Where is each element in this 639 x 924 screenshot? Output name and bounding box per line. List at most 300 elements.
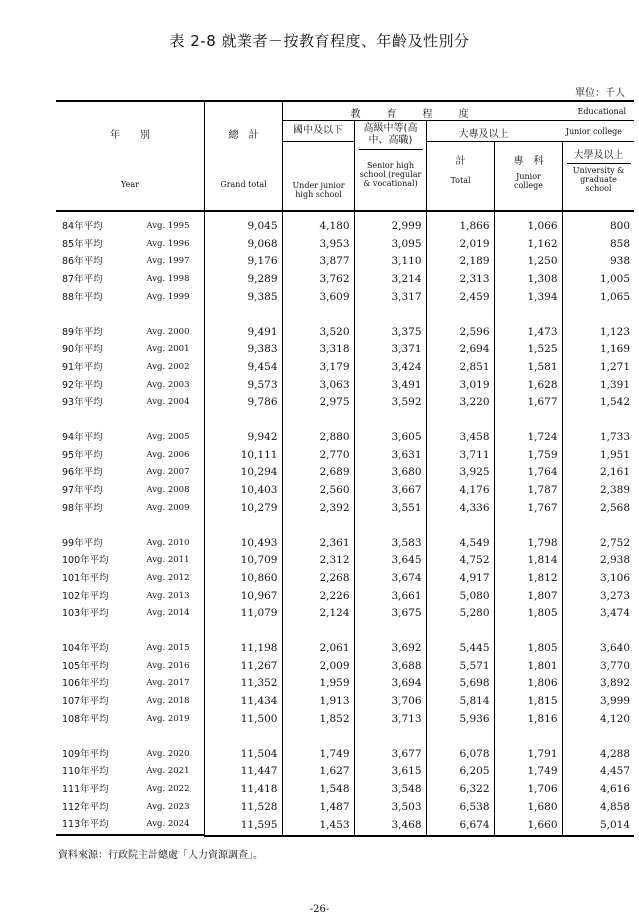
year-label-en: Avg. 1998 [146,274,190,285]
year-label-zh: 101年平均 [62,572,109,584]
year-label-zh: 89年平均 [62,326,103,338]
year-label-en: Avg. 2022 [146,783,190,794]
year-label-zh: 110年平均 [62,766,109,778]
table-row [56,429,634,447]
year-label [56,289,204,307]
cell-ctotal: 3,458 [426,429,494,447]
cell-junior: 1,487 [282,799,354,817]
year-label-en: Avg. 1997 [146,256,190,267]
year-label [56,377,204,395]
cell-univ: 2,568 [562,500,634,518]
year-label [56,464,204,482]
cell-total: 9,289 [204,271,282,289]
table-row [56,482,634,500]
table-row [56,693,634,711]
year-label [56,429,204,447]
total-header-zh: 總 計 [228,130,259,141]
year-label-en: Avg. 2007 [146,467,190,478]
cell-senior: 3,375 [354,324,426,342]
year-label [56,781,204,799]
year-label [56,535,204,553]
year-label-zh: 85年平均 [62,238,103,250]
cell-senior: 3,615 [354,763,426,781]
cell-jc: 1,798 [494,535,562,553]
cell-total: 9,176 [204,253,282,271]
college-group-en: Junior college [565,127,623,136]
year-label-en: Avg. 2021 [146,766,190,777]
year-label [56,236,204,254]
year-label [56,359,204,377]
education-header-en: Educational [577,107,627,116]
year-label-en: Avg. 2012 [146,572,190,583]
senior-header [354,121,426,212]
year-label-zh: 96年平均 [62,467,103,479]
cell-ctotal: 5,936 [426,711,494,729]
cell-jc: 1,706 [494,781,562,799]
table-row [56,658,634,676]
cell-ctotal: 6,322 [426,781,494,799]
cell-ctotal: 3,019 [426,377,494,395]
cell-senior: 3,592 [354,394,426,412]
cell-senior: 3,110 [354,253,426,271]
cell-jc: 1,066 [494,218,562,236]
table-row [56,253,634,271]
cell-senior: 3,371 [354,341,426,359]
table-row [56,588,634,606]
year-label-zh: 93年平均 [62,397,103,409]
spacer-row [56,307,634,324]
cell-jc: 1,680 [494,799,562,817]
cell-total: 9,454 [204,359,282,377]
cell-univ: 3,474 [562,605,634,623]
cell-junior: 1,749 [282,746,354,764]
year-label [56,394,204,412]
cell-junior: 3,877 [282,253,354,271]
table-row [56,552,634,570]
cell-total: 9,383 [204,341,282,359]
cell-univ: 4,457 [562,763,634,781]
table-row [56,464,634,482]
junior-header-en: Under junior high school [292,181,345,199]
cell-junior: 1,453 [282,816,354,836]
year-label-en: Avg. 2010 [146,537,190,548]
cell-senior: 3,680 [354,464,426,482]
year-label [56,324,204,342]
education-header-zh: 教 育 程 度 [350,109,477,120]
cell-senior: 3,095 [354,236,426,254]
cell-junior: 2,226 [282,588,354,606]
cell-junior: 2,689 [282,464,354,482]
cell-jc: 1,473 [494,324,562,342]
cell-junior: 3,520 [282,324,354,342]
cell-jc: 1,581 [494,359,562,377]
cell-total: 10,111 [204,447,282,465]
year-label-zh: 97年平均 [62,485,103,497]
table-row [56,640,634,658]
cell-senior: 3,214 [354,271,426,289]
year-label-zh: 94年平均 [62,432,103,444]
year-label-zh: 105年平均 [62,660,109,672]
cell-senior: 3,583 [354,535,426,553]
year-label-zh: 86年平均 [62,256,103,268]
cell-junior: 2,975 [282,394,354,412]
cell-total: 11,595 [204,816,282,836]
cell-junior: 2,061 [282,640,354,658]
year-label [56,570,204,588]
cell-junior: 3,179 [282,359,354,377]
table-row [56,447,634,465]
cell-junior: 2,880 [282,429,354,447]
cell-senior: 3,317 [354,289,426,307]
cell-total: 10,860 [204,570,282,588]
cell-ctotal: 1,866 [426,218,494,236]
cell-univ: 1,005 [562,271,634,289]
cell-jc: 1,525 [494,341,562,359]
junior-header-zh: 國中及以下 [283,121,354,142]
cell-ctotal: 2,459 [426,289,494,307]
cell-univ: 5,014 [562,816,634,836]
cell-junior: 3,318 [282,341,354,359]
year-label-en: Avg. 2009 [146,502,190,513]
year-label-zh: 92年平均 [62,379,103,391]
year-label-en: Avg. 2006 [146,449,190,460]
cell-total: 9,573 [204,377,282,395]
cell-univ: 1,951 [562,447,634,465]
table-row [56,763,634,781]
cell-univ: 1,169 [562,341,634,359]
cell-jc: 1,628 [494,377,562,395]
cell-ctotal: 4,752 [426,552,494,570]
year-label-zh: 102年平均 [62,590,109,602]
year-header [56,101,204,211]
cell-ctotal: 5,445 [426,640,494,658]
spacer-row [56,211,634,218]
year-label-en: Avg. 2014 [146,608,190,619]
year-label-zh: 90年平均 [62,344,103,356]
year-label-en: Avg. 2016 [146,660,190,671]
cell-total: 10,403 [204,482,282,500]
cell-total: 11,079 [204,605,282,623]
cell-univ: 4,288 [562,746,634,764]
unit-label: 單位：千人 [575,88,625,99]
college-total-zh: 計 [455,156,466,167]
table-header [56,101,634,211]
cell-senior: 3,675 [354,605,426,623]
cell-univ: 3,999 [562,693,634,711]
cell-jc: 1,814 [494,552,562,570]
cell-senior: 3,677 [354,746,426,764]
cell-univ: 800 [562,218,634,236]
cell-univ: 3,640 [562,640,634,658]
cell-univ: 4,616 [562,781,634,799]
spacer-row [56,518,634,535]
year-label-zh: 87年平均 [62,274,103,286]
cell-univ: 2,752 [562,535,634,553]
cell-jc: 1,801 [494,658,562,676]
cell-total: 11,528 [204,799,282,817]
cell-junior: 2,361 [282,535,354,553]
cell-junior: 3,609 [282,289,354,307]
year-label-en: Avg. 2005 [146,432,190,443]
cell-total: 9,786 [204,394,282,412]
cell-senior: 3,674 [354,570,426,588]
cell-jc: 1,816 [494,711,562,729]
cell-jc: 1,724 [494,429,562,447]
year-label [56,500,204,518]
cell-jc: 1,660 [494,816,562,836]
table-row [56,377,634,395]
cell-junior: 1,852 [282,711,354,729]
cell-ctotal: 4,176 [426,482,494,500]
year-label-zh: 99年平均 [62,537,103,549]
year-label [56,799,204,817]
year-label-zh: 100年平均 [62,555,109,567]
cell-senior: 3,661 [354,588,426,606]
jc-header-en: Junior college [513,172,543,190]
cell-ctotal: 6,205 [426,763,494,781]
cell-total: 10,709 [204,552,282,570]
college-group-header [426,121,634,142]
year-label [56,588,204,606]
cell-junior: 2,560 [282,482,354,500]
cell-junior: 2,009 [282,658,354,676]
table-title: 表 2-8 就業者－按教育程度、年齡及性別分 [169,32,470,50]
year-label-en: Avg. 1995 [146,221,190,231]
year-label [56,552,204,570]
year-label-en: Avg. 2018 [146,696,190,707]
cell-univ: 3,106 [562,570,634,588]
cell-ctotal: 5,280 [426,605,494,623]
cell-junior: 2,312 [282,552,354,570]
year-label-zh: 104年平均 [62,643,109,655]
cell-senior: 3,468 [354,816,426,836]
source-note: 資料來源：行政院主計總處「人力資源調查」。 [58,850,263,861]
year-label-zh: 84年平均 [62,221,103,232]
year-label [56,658,204,676]
cell-jc: 1,805 [494,640,562,658]
cell-jc: 1,394 [494,289,562,307]
spacer-row [56,623,634,640]
univ-header-zh: 大學及以上 [567,146,631,164]
cell-univ: 938 [562,253,634,271]
cell-total: 11,500 [204,711,282,729]
year-label [56,341,204,359]
college-total-header [426,142,494,212]
junior-header [282,121,354,212]
cell-ctotal: 4,917 [426,570,494,588]
cell-junior: 1,913 [282,693,354,711]
year-label-en: Avg. 2003 [146,379,190,390]
cell-senior: 3,692 [354,640,426,658]
cell-ctotal: 2,694 [426,341,494,359]
cell-total: 10,279 [204,500,282,518]
year-label-zh: 113年平均 [62,819,109,831]
year-label-en: Avg. 2023 [146,801,190,812]
year-label [56,605,204,623]
table-row [56,535,634,553]
year-label-zh: 91年平均 [62,361,103,373]
cell-univ: 1,123 [562,324,634,342]
cell-total: 9,942 [204,429,282,447]
cell-univ: 4,120 [562,711,634,729]
year-label-zh: 107年平均 [62,696,109,708]
year-label-en: Avg. 2008 [146,485,190,496]
cell-junior: 2,124 [282,605,354,623]
year-label-zh: 106年平均 [62,678,109,690]
cell-univ: 2,389 [562,482,634,500]
year-label-en: Avg. 2011 [146,555,190,566]
spacer-row [56,729,634,746]
year-label-en: Avg. 2020 [146,748,190,759]
cell-senior: 3,424 [354,359,426,377]
cell-univ: 2,938 [562,552,634,570]
table-row [56,341,634,359]
cell-senior: 3,503 [354,799,426,817]
cell-jc: 1,791 [494,746,562,764]
college-group-zh: 大專及以上 [458,129,509,140]
cell-total: 10,967 [204,588,282,606]
spacer-row [56,412,634,429]
cell-univ: 1,271 [562,359,634,377]
cell-ctotal: 3,220 [426,394,494,412]
year-label-zh: 108年平均 [62,713,109,725]
year-label [56,271,204,289]
table-row [56,289,634,307]
cell-ctotal: 4,549 [426,535,494,553]
cell-senior: 3,491 [354,377,426,395]
cell-total: 11,504 [204,746,282,764]
cell-jc: 1,806 [494,675,562,693]
cell-ctotal: 2,596 [426,324,494,342]
year-header-en: Year [121,180,139,189]
table-row [56,359,634,377]
cell-jc: 1,308 [494,271,562,289]
cell-ctotal: 2,851 [426,359,494,377]
cell-univ: 1,733 [562,429,634,447]
jc-header-zh: 專 科 [513,156,544,167]
cell-jc: 1,805 [494,605,562,623]
year-label-zh: 111年平均 [62,783,109,795]
table-row [56,500,634,518]
year-label-zh: 88年平均 [62,291,103,303]
cell-junior: 4,180 [282,218,354,236]
cell-ctotal: 4,336 [426,500,494,518]
cell-ctotal: 5,571 [426,658,494,676]
year-label-en: Avg. 2024 [146,819,190,830]
cell-ctotal: 5,080 [426,588,494,606]
year-label [56,482,204,500]
cell-univ: 1,065 [562,289,634,307]
cell-univ: 1,542 [562,394,634,412]
jc-header [494,142,562,212]
cell-senior: 3,713 [354,711,426,729]
cell-univ: 3,273 [562,588,634,606]
cell-ctotal: 3,925 [426,464,494,482]
cell-senior: 3,645 [354,552,426,570]
table-row [56,746,634,764]
table-row [56,570,634,588]
cell-jc: 1,749 [494,763,562,781]
table-row [56,605,634,623]
year-label [56,763,204,781]
year-label [56,693,204,711]
cell-total: 9,491 [204,324,282,342]
cell-total: 11,447 [204,763,282,781]
cell-total: 9,045 [204,218,282,236]
year-header-zh: 年 別 [110,130,150,141]
education-header [282,101,634,121]
total-header-en: Grand total [220,180,267,189]
cell-ctotal: 2,313 [426,271,494,289]
table-row [56,675,634,693]
table-row [56,271,634,289]
univ-header-en: University & graduate school [572,166,625,193]
cell-jc: 1,759 [494,447,562,465]
table-row [56,816,634,836]
cell-univ: 1,391 [562,377,634,395]
cell-total: 11,267 [204,658,282,676]
total-header [204,101,282,211]
cell-total: 11,434 [204,693,282,711]
table-row [56,394,634,412]
cell-junior: 2,770 [282,447,354,465]
year-label-zh: 109年平均 [62,748,109,760]
cell-univ: 2,161 [562,464,634,482]
cell-total: 11,352 [204,675,282,693]
cell-univ: 858 [562,236,634,254]
cell-junior: 2,392 [282,500,354,518]
year-label-en: Avg. 2004 [146,397,190,408]
cell-senior: 3,631 [354,447,426,465]
year-label [56,675,204,693]
univ-header [562,142,634,212]
data-table-container [56,100,634,837]
cell-ctotal: 5,814 [426,693,494,711]
cell-junior: 3,953 [282,236,354,254]
cell-jc: 1,250 [494,253,562,271]
table-row [56,324,634,342]
year-label-zh: 103年平均 [62,608,109,620]
cell-jc: 1,812 [494,570,562,588]
table-row [56,711,634,729]
table-row [56,218,634,236]
college-total-en: Total [450,176,471,185]
cell-ctotal: 6,538 [426,799,494,817]
cell-jc: 1,677 [494,394,562,412]
year-label-zh: 112年平均 [62,801,109,813]
cell-senior: 3,605 [354,429,426,447]
cell-total: 10,493 [204,535,282,553]
year-label-zh: 98年平均 [62,502,103,514]
cell-junior: 2,268 [282,570,354,588]
year-label [56,816,204,836]
year-label [56,711,204,729]
year-label [56,253,204,271]
year-label-en: Avg. 1999 [146,291,190,302]
senior-header-en: Senior high school (regular & vocational) [359,161,422,188]
senior-header-zh: 高級中等(高中、高職) [359,121,423,150]
cell-ctotal: 6,078 [426,746,494,764]
cell-ctotal: 3,711 [426,447,494,465]
cell-jc: 1,815 [494,693,562,711]
year-label-en: Avg. 2002 [146,361,190,372]
year-label [56,447,204,465]
cell-junior: 3,063 [282,377,354,395]
year-label-en: Avg. 2019 [146,713,190,724]
table-body [56,211,634,836]
cell-junior: 1,548 [282,781,354,799]
cell-senior: 3,694 [354,675,426,693]
